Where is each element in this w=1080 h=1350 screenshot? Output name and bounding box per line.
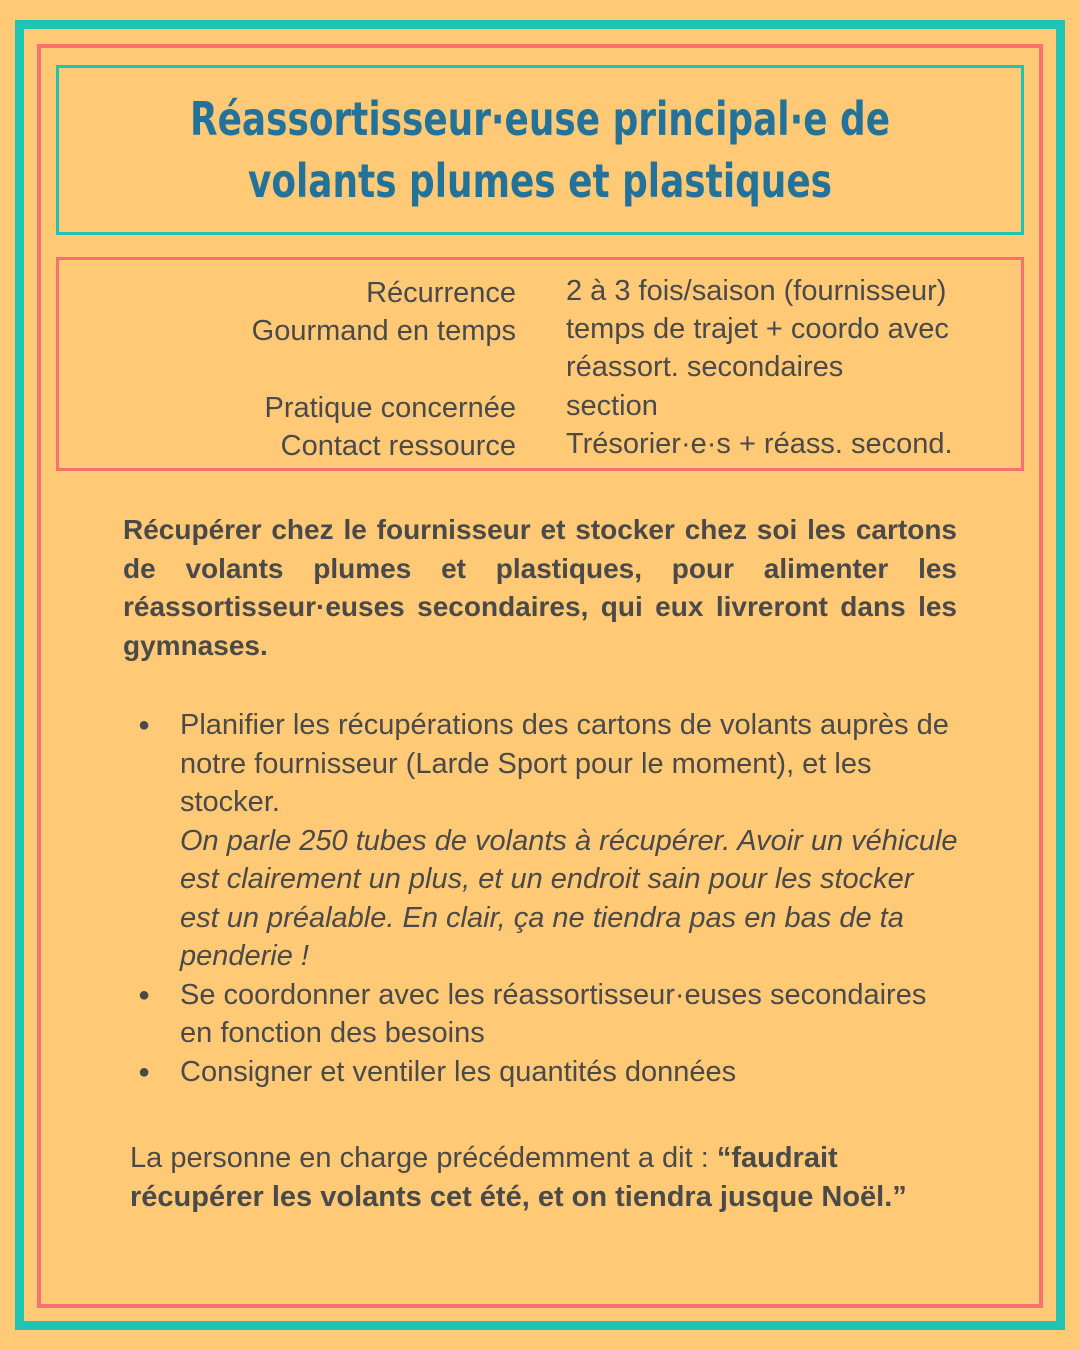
info-value: section [566, 390, 658, 422]
bullet-icon: ● [138, 714, 151, 736]
title-box [56, 65, 1024, 235]
task-text: Se coordonner avec les réassortisseur·euses secondaires en fonction des besoins [180, 978, 927, 1049]
task-note: On parle 250 tubes de volants à récupérer. Avoir un véhicule est clairement un plus, et un endroit sain pour les stocker est un préalable. En clair, ça ne tiendra pas en bas de ta penderie ! [180, 824, 958, 972]
info-value: temps de trajet + coordo avec réassort. secondaires [566, 313, 949, 383]
info-label: Contact ressource [280, 430, 516, 462]
page-title [165, 88, 915, 212]
quote-intro: La personne en charge précédemment a dit : [130, 1142, 717, 1174]
bullet-icon: ● [138, 1060, 151, 1083]
list-item [130, 976, 960, 1053]
info-label: Gourmand en temps [251, 315, 516, 347]
title-line-1: Réassortisseur·euse principal·e de [189, 92, 891, 146]
previous-holder-quote [130, 1139, 950, 1216]
info-label: Pratique concernée [264, 392, 516, 424]
quote-text: “faudrait récupérer les volants cet été, et on tiendra jusque Noël.” [130, 1142, 907, 1213]
info-label: Récurrence [366, 277, 516, 309]
role-description: Récupérer chez le fournisseur et stocker chez soi les cartons de volants plumes et plastiques, pour alimenter les réassortisseur·euses secondaires, qui eux livreront dans les gymnases. [123, 514, 957, 661]
list-item [130, 1053, 960, 1092]
info-table [56, 257, 1024, 471]
task-text: Planifier les récupérations des cartons de volants auprès de notre fournisseur (Larde Sport pour le moment), et les stocker. [180, 709, 949, 818]
bullet-icon: ● [138, 983, 151, 1006]
task-text: Consigner et ventiler les quantités données [180, 1055, 737, 1088]
info-value: Trésorier·e·s + réass. second. [566, 428, 953, 460]
task-list [130, 706, 960, 1091]
title-line-2: volants plumes et plastiques [247, 154, 833, 208]
list-item [130, 706, 960, 976]
info-value: 2 à 3 fois/saison (fournisseur) [566, 275, 947, 307]
